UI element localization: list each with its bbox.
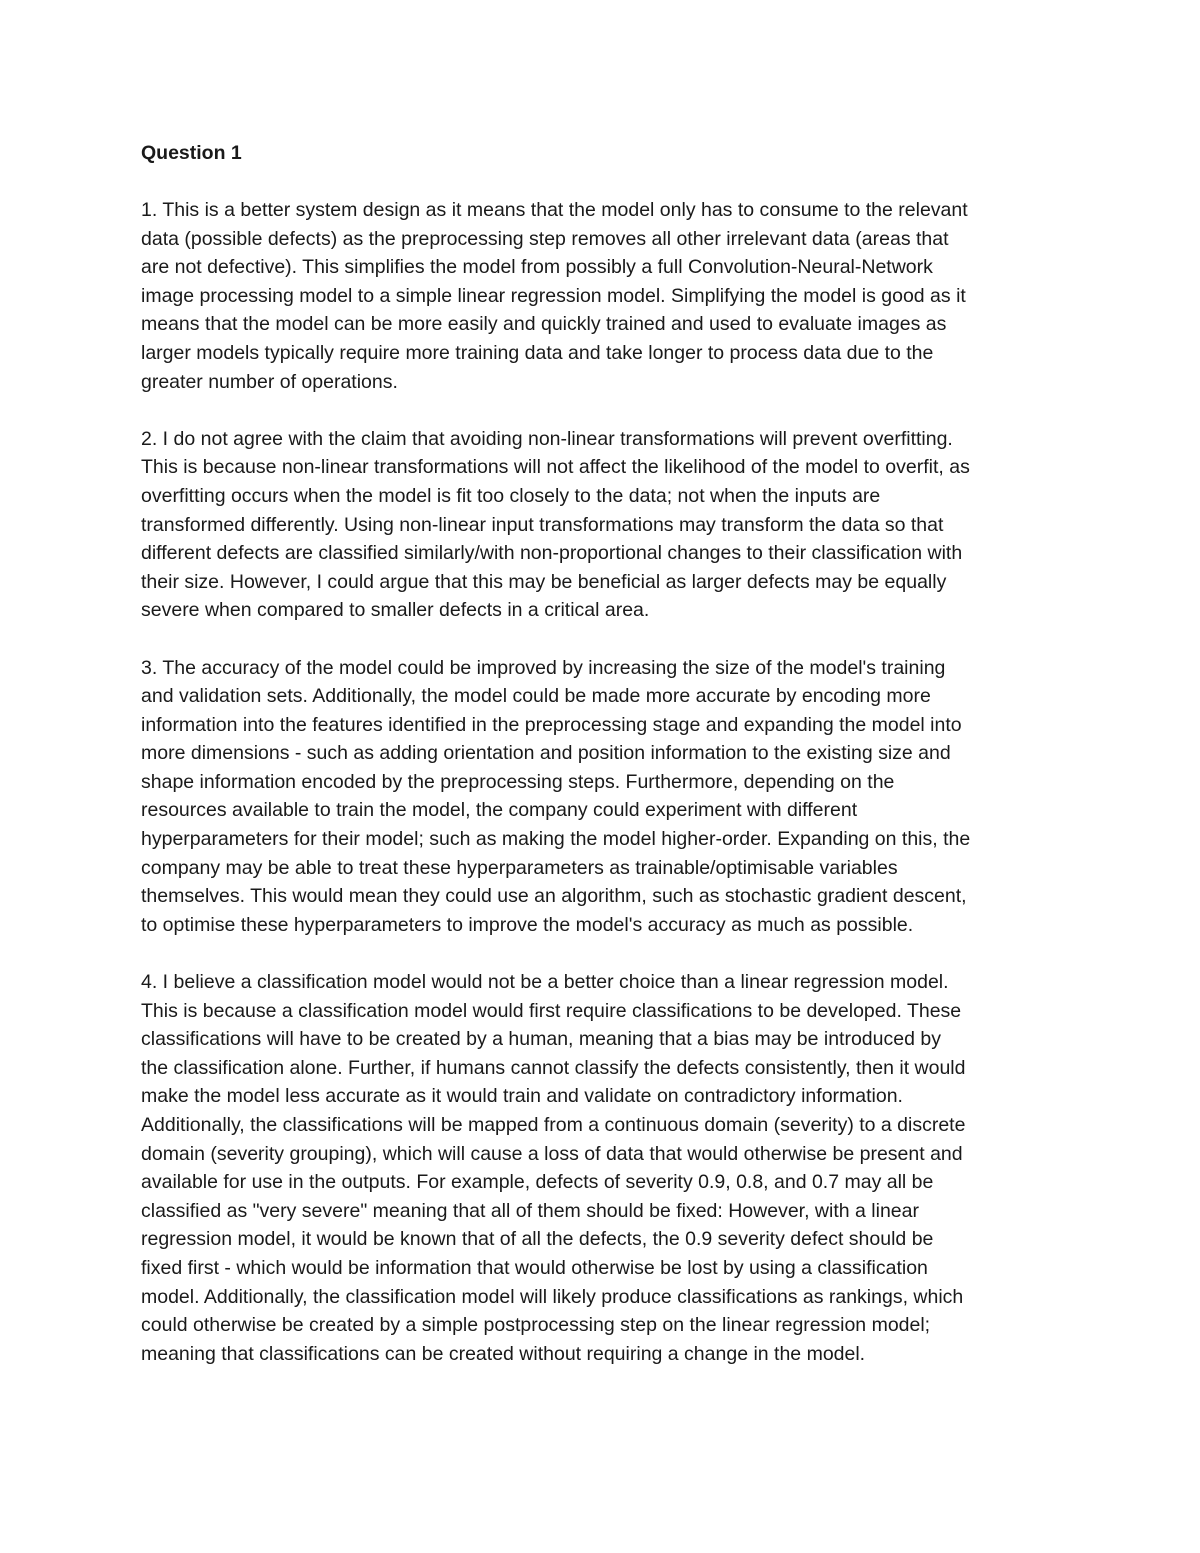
text-line: meaning that classifications can be created without requiring a change in the model. bbox=[141, 1342, 866, 1365]
text-line: to optimise these hyperparameters to improve the model's accuracy as much as possible. bbox=[141, 913, 914, 936]
text-line: data (possible defects) as the preprocessing step removes all other irrelevant data (areas that bbox=[141, 227, 949, 250]
text-line: more dimensions - such as adding orientation and position information to the existing size and bbox=[141, 742, 951, 765]
text-line: greater number of operations. bbox=[141, 370, 398, 393]
text-line: This is because non-linear transformations will not affect the likelihood of the model to overfit, as bbox=[141, 456, 970, 479]
text-line: overfitting occurs when the model is fit too closely to the data; not when the inputs are bbox=[141, 484, 881, 507]
text-line: regression model, it would be known that of all the defects, the 0.9 severity defect should be bbox=[141, 1228, 934, 1251]
text-line: severe when compared to smaller defects in a critical area. bbox=[141, 599, 650, 622]
text-line: model. Additionally, the classification model will likely produce classifications as rankings, which bbox=[141, 1285, 964, 1308]
text-line: available for use in the outputs. For example, defects of severity 0.9, 0.8, and 0.7 may all be bbox=[141, 1171, 934, 1194]
text-line: are not defective). This simplifies the model from possibly a full Convolution-Neural-Network bbox=[141, 256, 933, 279]
text-line: 1. This is a better system design as it means that the model only has to consume to the relevant bbox=[141, 199, 968, 221]
answer-list bbox=[141, 196, 1071, 1368]
answer-paragraph-4 bbox=[141, 968, 1071, 1368]
answer-paragraph-3 bbox=[141, 654, 1071, 940]
text-line: fixed first - which would be information that would otherwise be lost by using a classification bbox=[141, 1256, 928, 1279]
text-line: larger models typically require more training data and take longer to process data due to the bbox=[141, 341, 934, 364]
text-line: different defects are classified similarly/with non-proportional changes to their classification with bbox=[141, 542, 963, 565]
text-line: company may be able to treat these hyperparameters as trainable/optimisable variables bbox=[141, 856, 898, 879]
question-heading: Question 1 bbox=[141, 142, 242, 164]
text-line: shape information encoded by the preprocessing steps. Furthermore, depending on the bbox=[141, 770, 895, 793]
text-line: Additionally, the classifications will be mapped from a continuous domain (severity) to a discrete bbox=[141, 1114, 966, 1136]
document-body bbox=[141, 139, 1071, 1397]
text-line: their size. However, I could argue that this may be beneficial as larger defects may be equally bbox=[141, 570, 947, 593]
text-line: the classification alone. Further, if humans cannot classify the defects consistently, then it would bbox=[141, 1056, 966, 1079]
text-line: make the model less accurate as it would train and validate on contradictory information. bbox=[141, 1085, 903, 1108]
text-line: transformed differently. Using non-linear input transformations may transform the data so that bbox=[141, 513, 944, 536]
text-line: 2. I do not agree with the claim that avoiding non-linear transformations will prevent overfitting. bbox=[141, 427, 953, 450]
text-line: classifications will have to be created by a human, meaning that a bias may be introduced by bbox=[141, 1028, 941, 1051]
text-line: This is because a classification model would first require classifications to be developed. These bbox=[141, 999, 962, 1022]
text-line: image processing model to a simple linear regression model. Simplifying the model is good as it bbox=[141, 284, 966, 307]
text-line: means that the model can be more easily and quickly trained and used to evaluate images as bbox=[141, 313, 947, 336]
answer-paragraph-1 bbox=[141, 196, 1071, 396]
text-line: domain (severity grouping), which will cause a loss of data that would otherwise be present and bbox=[141, 1142, 963, 1165]
text-line: resources available to train the model, the company could experiment with different bbox=[141, 799, 858, 822]
text-line: hyperparameters for their model; such as making the model higher-order. Expanding on this, the bbox=[141, 828, 971, 851]
text-line: classified as "very severe" meaning that all of them should be fixed: However, with a linear bbox=[141, 1199, 919, 1222]
text-line: themselves. This would mean they could use an algorithm, such as stochastic gradient descent, bbox=[141, 885, 967, 908]
answer-paragraph-2 bbox=[141, 425, 1071, 625]
text-line: and validation sets. Additionally, the model could be made more accurate by encoding more bbox=[141, 685, 931, 708]
text-line: 4. I believe a classification model would not be a better choice than a linear regression model. bbox=[141, 971, 949, 994]
text-line: information into the features identified in the preprocessing stage and expanding the model into bbox=[141, 713, 962, 736]
text-line: 3. The accuracy of the model could be improved by increasing the size of the model's training bbox=[141, 656, 946, 679]
text-line: could otherwise be created by a simple postprocessing step on the linear regression model; bbox=[141, 1314, 931, 1337]
